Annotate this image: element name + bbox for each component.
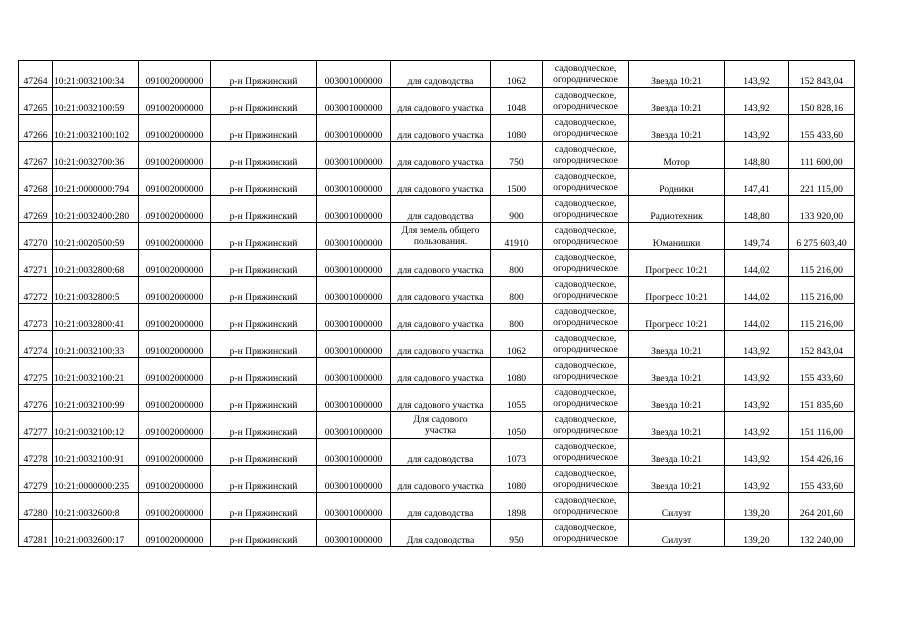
land-category-cell-line-1: садоводческое, (554, 333, 617, 344)
specific-value-cell: 143,92 (725, 466, 789, 493)
area-cell: 1080 (491, 115, 543, 142)
district-cell: р-н Пряжинский (211, 169, 317, 196)
record-number-cell: 47279 (19, 466, 53, 493)
land-category-cell (543, 385, 629, 412)
table-row (19, 304, 855, 331)
record-number-cell: 47274 (19, 331, 53, 358)
cadastral-number-cell: 10:21:0032800:68 (53, 250, 139, 277)
category-code-cell: 003001000000 (317, 88, 391, 115)
district-cell: р-н Пряжинский (211, 304, 317, 331)
category-code-cell: 003001000000 (317, 61, 391, 88)
land-category-cell-line-1: садоводческое, (554, 144, 617, 155)
cadastral-value-cell: 152 843,04 (789, 331, 855, 358)
district-cell: р-н Пряжинский (211, 520, 317, 547)
record-number-cell: 47271 (19, 250, 53, 277)
cadastral-number-cell: 10:21:0032800:5 (53, 277, 139, 304)
category-code-cell: 003001000000 (317, 466, 391, 493)
area-cell: 41910 (491, 223, 543, 250)
permitted-use-cell (391, 115, 491, 142)
category-code-cell: 003001000000 (317, 385, 391, 412)
category-code-cell: 003001000000 (317, 250, 391, 277)
record-number-cell: 47267 (19, 142, 53, 169)
cadastral-number-cell: 10:21:0032100:99 (53, 385, 139, 412)
district-cell: р-н Пряжинский (211, 250, 317, 277)
permitted-use-cell-text: для садового участка (397, 265, 484, 276)
land-category-cell-line-2: огородническое (553, 425, 618, 436)
land-category-cell-line-2: огородническое (553, 209, 618, 220)
permitted-use-cell (391, 196, 491, 223)
table-row (19, 466, 855, 493)
cadastral-value-cell: 155 433,60 (789, 358, 855, 385)
partnership-name-cell: Звезда 10:21 (629, 385, 725, 412)
specific-value-cell: 139,20 (725, 520, 789, 547)
okato-code-cell: 091002000000 (139, 61, 211, 88)
permitted-use-cell (391, 520, 491, 547)
record-number-cell: 47281 (19, 520, 53, 547)
table-row (19, 493, 855, 520)
district-cell: р-н Пряжинский (211, 439, 317, 466)
okato-code-cell: 091002000000 (139, 385, 211, 412)
specific-value-cell: 148,80 (725, 196, 789, 223)
district-cell: р-н Пряжинский (211, 61, 317, 88)
land-category-cell-line-1: садоводческое, (554, 306, 617, 317)
land-category-cell-line-1: садоводческое, (554, 360, 617, 371)
okato-code-cell: 091002000000 (139, 331, 211, 358)
partnership-name-cell: Прогресс 10:21 (629, 304, 725, 331)
land-category-cell-line-1: садоводческое, (554, 225, 617, 236)
specific-value-cell: 149,74 (725, 223, 789, 250)
permitted-use-cell-text: для садового участка (397, 319, 484, 330)
specific-value-cell: 148,80 (725, 142, 789, 169)
cadastral-number-cell: 10:21:0032600:8 (53, 493, 139, 520)
okato-code-cell: 091002000000 (139, 277, 211, 304)
cadastral-number-cell: 10:21:0032100:21 (53, 358, 139, 385)
table-row (19, 223, 855, 250)
permitted-use-cell-line-1: Для садового (413, 414, 468, 425)
area-cell: 1898 (491, 493, 543, 520)
permitted-use-cell-text: для садового участка (397, 130, 484, 141)
specific-value-cell: 144,02 (725, 250, 789, 277)
permitted-use-cell-line-1: Для земель общего (401, 225, 480, 236)
permitted-use-cell-text: для садового участка (397, 481, 484, 492)
land-category-cell-line-2: огородническое (553, 506, 618, 517)
permitted-use-cell (391, 277, 491, 304)
okato-code-cell: 091002000000 (139, 169, 211, 196)
partnership-name-cell: Мотор (629, 142, 725, 169)
district-cell: р-н Пряжинский (211, 196, 317, 223)
okato-code-cell: 091002000000 (139, 358, 211, 385)
land-category-cell (543, 169, 629, 196)
cadastral-value-cell: 132 240,00 (789, 520, 855, 547)
cadastral-value-cell: 154 426,16 (789, 439, 855, 466)
district-cell: р-н Пряжинский (211, 358, 317, 385)
okato-code-cell: 091002000000 (139, 412, 211, 439)
district-cell: р-н Пряжинский (211, 385, 317, 412)
land-category-cell-line-1: садоводческое, (554, 198, 617, 209)
land-category-cell-line-1: садоводческое, (554, 63, 617, 74)
record-number-cell: 47268 (19, 169, 53, 196)
permitted-use-cell (391, 169, 491, 196)
record-number-cell: 47273 (19, 304, 53, 331)
permitted-use-cell-text: для садоводства (407, 454, 474, 465)
cadastral-value-cell: 111 600,00 (789, 142, 855, 169)
partnership-name-cell: Силуэт (629, 520, 725, 547)
land-category-cell-line-2: огородническое (553, 533, 618, 544)
land-category-cell (543, 142, 629, 169)
land-category-cell (543, 250, 629, 277)
land-category-cell-line-1: садоводческое, (554, 522, 617, 533)
land-category-cell (543, 331, 629, 358)
cadastral-number-cell: 10:21:0032100:59 (53, 88, 139, 115)
cadastral-value-cell: 115 216,00 (789, 304, 855, 331)
land-category-cell (543, 439, 629, 466)
district-cell: р-н Пряжинский (211, 466, 317, 493)
record-number-cell: 47264 (19, 61, 53, 88)
permitted-use-cell (391, 493, 491, 520)
land-category-cell-line-2: огородническое (553, 452, 618, 463)
partnership-name-cell: Радиотехник (629, 196, 725, 223)
okato-code-cell: 091002000000 (139, 466, 211, 493)
land-category-cell (543, 61, 629, 88)
table-row (19, 88, 855, 115)
cadastral-value-cell: 150 828,16 (789, 88, 855, 115)
okato-code-cell: 091002000000 (139, 250, 211, 277)
category-code-cell: 003001000000 (317, 115, 391, 142)
district-cell: р-н Пряжинский (211, 223, 317, 250)
area-cell: 1073 (491, 439, 543, 466)
permitted-use-cell (391, 304, 491, 331)
table-row (19, 169, 855, 196)
area-cell: 1062 (491, 331, 543, 358)
land-category-cell-line-1: садоводческое, (554, 495, 617, 506)
permitted-use-cell-text: для садового участка (397, 103, 484, 114)
area-cell: 1048 (491, 88, 543, 115)
land-category-cell (543, 88, 629, 115)
permitted-use-cell (391, 142, 491, 169)
land-category-cell-line-1: садоводческое, (554, 387, 617, 398)
land-category-cell-line-2: огородническое (553, 398, 618, 409)
table-row (19, 385, 855, 412)
cadastral-value-cell: 115 216,00 (789, 277, 855, 304)
partnership-name-cell: Звезда 10:21 (629, 115, 725, 142)
land-category-cell-line-2: огородническое (553, 155, 618, 166)
record-number-cell: 47278 (19, 439, 53, 466)
category-code-cell: 003001000000 (317, 196, 391, 223)
specific-value-cell: 143,92 (725, 88, 789, 115)
okato-code-cell: 091002000000 (139, 88, 211, 115)
category-code-cell: 003001000000 (317, 520, 391, 547)
land-category-cell (543, 277, 629, 304)
cadastral-number-cell: 10:21:0000000:235 (53, 466, 139, 493)
land-category-cell-line-2: огородническое (553, 128, 618, 139)
table-row (19, 196, 855, 223)
permitted-use-cell-text: для садового участка (397, 184, 484, 195)
land-category-cell-line-1: садоводческое, (554, 468, 617, 479)
permitted-use-cell (391, 439, 491, 466)
okato-code-cell: 091002000000 (139, 142, 211, 169)
cadastral-number-cell: 10:21:0032100:12 (53, 412, 139, 439)
permitted-use-cell (391, 61, 491, 88)
permitted-use-cell-text: для садового участка (397, 157, 484, 168)
category-code-cell: 003001000000 (317, 493, 391, 520)
okato-code-cell: 091002000000 (139, 196, 211, 223)
land-category-cell (543, 196, 629, 223)
area-cell: 950 (491, 520, 543, 547)
specific-value-cell: 143,92 (725, 115, 789, 142)
land-category-cell-line-2: огородническое (553, 74, 618, 85)
land-category-cell-line-2: огородническое (553, 371, 618, 382)
permitted-use-cell-text: для садового участка (397, 373, 484, 384)
partnership-name-cell: Звезда 10:21 (629, 466, 725, 493)
land-category-cell (543, 304, 629, 331)
cadastral-value-cell: 133 920,00 (789, 196, 855, 223)
area-cell: 1080 (491, 358, 543, 385)
land-category-cell (543, 223, 629, 250)
land-category-cell (543, 412, 629, 439)
area-cell: 1055 (491, 385, 543, 412)
cadastral-number-cell: 10:21:0032100:34 (53, 61, 139, 88)
permitted-use-cell-text: для садоводства (407, 76, 474, 87)
table-row (19, 439, 855, 466)
cadastral-number-cell: 10:21:0032400:280 (53, 196, 139, 223)
specific-value-cell: 139,20 (725, 493, 789, 520)
permitted-use-cell (391, 385, 491, 412)
cadastral-value-cell: 155 433,60 (789, 466, 855, 493)
cadastral-value-cell: 221 115,00 (789, 169, 855, 196)
land-category-cell-line-2: огородническое (553, 479, 618, 490)
table-row (19, 115, 855, 142)
land-category-cell-line-1: садоводческое, (554, 279, 617, 290)
record-number-cell: 47275 (19, 358, 53, 385)
partnership-name-cell: Прогресс 10:21 (629, 277, 725, 304)
district-cell: р-н Пряжинский (211, 115, 317, 142)
cadastral-value-cell: 155 433,60 (789, 115, 855, 142)
area-cell: 1500 (491, 169, 543, 196)
record-number-cell: 47269 (19, 196, 53, 223)
area-cell: 900 (491, 196, 543, 223)
district-cell: р-н Пряжинский (211, 277, 317, 304)
land-category-cell-line-2: огородническое (553, 317, 618, 328)
record-number-cell: 47272 (19, 277, 53, 304)
permitted-use-cell-text: для садоводства (407, 508, 474, 519)
land-category-cell-line-1: садоводческое, (554, 90, 617, 101)
land-category-cell (543, 520, 629, 547)
area-cell: 750 (491, 142, 543, 169)
permitted-use-cell-line-2: участка (424, 425, 457, 436)
permitted-use-cell-text: для садоводства (407, 211, 474, 222)
cadastral-value-cell: 6 275 603,40 (789, 223, 855, 250)
record-number-cell: 47265 (19, 88, 53, 115)
land-category-cell (543, 493, 629, 520)
partnership-name-cell: Звезда 10:21 (629, 358, 725, 385)
permitted-use-cell-text: для садового участка (397, 346, 484, 357)
okato-code-cell: 091002000000 (139, 223, 211, 250)
table-row (19, 358, 855, 385)
land-category-cell-line-2: огородническое (553, 290, 618, 301)
table-row (19, 520, 855, 547)
permitted-use-cell (391, 358, 491, 385)
cadastral-value-cell: 151 835,60 (789, 385, 855, 412)
specific-value-cell: 143,92 (725, 358, 789, 385)
partnership-name-cell: Звезда 10:21 (629, 61, 725, 88)
district-cell: р-н Пряжинский (211, 142, 317, 169)
table-row (19, 277, 855, 304)
specific-value-cell: 143,92 (725, 331, 789, 358)
permitted-use-cell-text: для садового участка (397, 400, 484, 411)
partnership-name-cell: Силуэт (629, 493, 725, 520)
partnership-name-cell: Звезда 10:21 (629, 412, 725, 439)
cadastral-number-cell: 10:21:0032100:33 (53, 331, 139, 358)
specific-value-cell: 143,92 (725, 439, 789, 466)
okato-code-cell: 091002000000 (139, 520, 211, 547)
cadastral-value-cell: 152 843,04 (789, 61, 855, 88)
land-category-cell-line-1: садоводческое, (554, 414, 617, 425)
record-number-cell: 47266 (19, 115, 53, 142)
cadastral-value-cell: 151 116,00 (789, 412, 855, 439)
area-cell: 800 (491, 250, 543, 277)
district-cell: р-н Пряжинский (211, 331, 317, 358)
record-number-cell: 47277 (19, 412, 53, 439)
record-number-cell: 47270 (19, 223, 53, 250)
cadastral-value-cell: 115 216,00 (789, 250, 855, 277)
area-cell: 800 (491, 277, 543, 304)
okato-code-cell: 091002000000 (139, 304, 211, 331)
land-category-cell-line-1: садоводческое, (554, 117, 617, 128)
cadastral-number-cell: 10:21:0032100:102 (53, 115, 139, 142)
area-cell: 1050 (491, 412, 543, 439)
category-code-cell: 003001000000 (317, 331, 391, 358)
record-number-cell: 47280 (19, 493, 53, 520)
category-code-cell: 003001000000 (317, 358, 391, 385)
table-row (19, 331, 855, 358)
cadastral-number-cell: 10:21:0032600:17 (53, 520, 139, 547)
cadastral-number-cell: 10:21:0032100:91 (53, 439, 139, 466)
area-cell: 1062 (491, 61, 543, 88)
permitted-use-cell (391, 331, 491, 358)
partnership-name-cell: Звезда 10:21 (629, 439, 725, 466)
okato-code-cell: 091002000000 (139, 493, 211, 520)
permitted-use-cell (391, 88, 491, 115)
permitted-use-cell (391, 466, 491, 493)
specific-value-cell: 143,92 (725, 412, 789, 439)
district-cell: р-н Пряжинский (211, 88, 317, 115)
permitted-use-cell (391, 223, 491, 250)
partnership-name-cell: Звезда 10:21 (629, 88, 725, 115)
area-cell: 800 (491, 304, 543, 331)
okato-code-cell: 091002000000 (139, 439, 211, 466)
category-code-cell: 003001000000 (317, 304, 391, 331)
partnership-name-cell: Звезда 10:21 (629, 331, 725, 358)
specific-value-cell: 143,92 (725, 385, 789, 412)
permitted-use-cell-line-2: пользования. (413, 236, 468, 247)
permitted-use-cell (391, 250, 491, 277)
permitted-use-cell-text: Для садоводства (406, 535, 475, 546)
record-number-cell: 47276 (19, 385, 53, 412)
cadastral-number-cell: 10:21:0020500:59 (53, 223, 139, 250)
land-category-cell-line-1: садоводческое, (554, 252, 617, 263)
land-category-cell-line-1: садоводческое, (554, 171, 617, 182)
cadastral-number-cell: 10:21:0032800:41 (53, 304, 139, 331)
category-code-cell: 003001000000 (317, 277, 391, 304)
specific-value-cell: 143,92 (725, 61, 789, 88)
land-category-cell (543, 466, 629, 493)
category-code-cell: 003001000000 (317, 223, 391, 250)
partnership-name-cell: Юманишки (629, 223, 725, 250)
specific-value-cell: 144,02 (725, 277, 789, 304)
category-code-cell: 003001000000 (317, 142, 391, 169)
land-category-cell (543, 115, 629, 142)
cadastral-value-cell: 264 201,60 (789, 493, 855, 520)
cadastral-number-cell: 10:21:0000000:794 (53, 169, 139, 196)
category-code-cell: 003001000000 (317, 412, 391, 439)
table-row (19, 250, 855, 277)
partnership-name-cell: Родники (629, 169, 725, 196)
permitted-use-cell (391, 412, 491, 439)
specific-value-cell: 147,41 (725, 169, 789, 196)
land-category-cell-line-2: огородническое (553, 344, 618, 355)
area-cell: 1080 (491, 466, 543, 493)
table-row (19, 61, 855, 88)
table-body (19, 61, 855, 547)
okato-code-cell: 091002000000 (139, 115, 211, 142)
category-code-cell: 003001000000 (317, 169, 391, 196)
category-code-cell: 003001000000 (317, 439, 391, 466)
cadastral-number-cell: 10:21:0032700:36 (53, 142, 139, 169)
table-row (19, 142, 855, 169)
land-category-cell-line-2: огородническое (553, 236, 618, 247)
permitted-use-cell-text: для садового участка (397, 292, 484, 303)
cadastral-value-table (18, 60, 855, 547)
land-category-cell-line-1: садоводческое, (554, 441, 617, 452)
land-category-cell-line-2: огородническое (553, 101, 618, 112)
partnership-name-cell: Прогресс 10:21 (629, 250, 725, 277)
district-cell: р-н Пряжинский (211, 493, 317, 520)
specific-value-cell: 144,02 (725, 304, 789, 331)
land-category-cell (543, 358, 629, 385)
land-category-cell-line-2: огородническое (553, 182, 618, 193)
district-cell: р-н Пряжинский (211, 412, 317, 439)
table-row (19, 412, 855, 439)
land-category-cell-line-2: огородническое (553, 263, 618, 274)
